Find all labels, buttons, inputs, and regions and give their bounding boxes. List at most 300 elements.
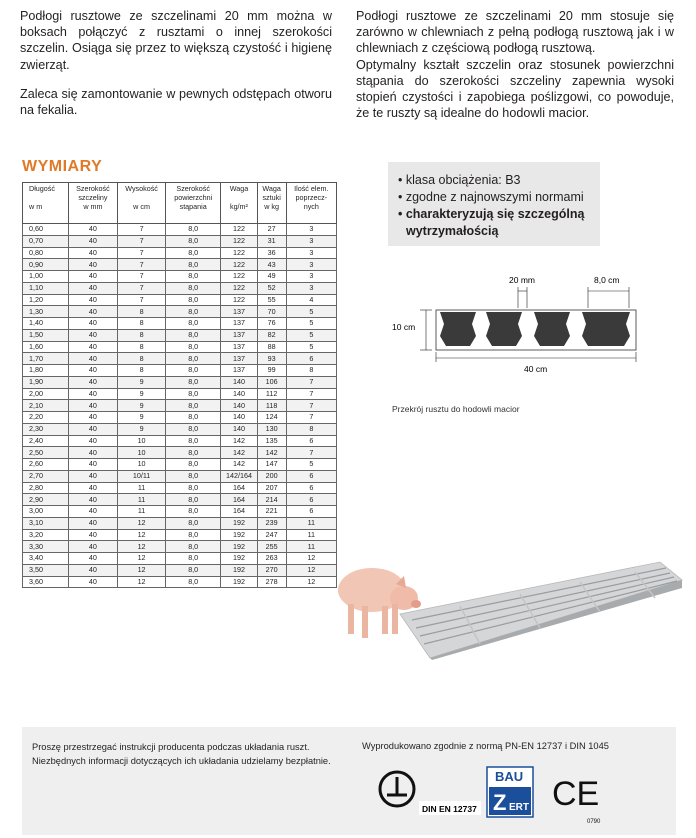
intro-left-column: [20, 8, 332, 131]
table-cell: 192: [221, 529, 257, 541]
table-cell: 8,0: [166, 247, 221, 259]
table-cell: 207: [257, 482, 286, 494]
table-cell: 142: [257, 447, 286, 459]
table-cell: 40: [68, 459, 117, 471]
table-cell: 3,50: [23, 564, 69, 576]
table-row: [23, 259, 337, 271]
table-cell: 40: [68, 318, 117, 330]
intro-right-paragraph-1: Podłogi rusztowe ze szczelinami 20 mm stosuje się zarówno w chlewniach z pełną podłogą rusztową jak i w chlewniach z częściową podłogą rusztową.: [356, 9, 674, 56]
grid-bar-3: [534, 312, 570, 346]
table-cell: 8: [118, 353, 166, 365]
table-cell: 93: [257, 353, 286, 365]
table-row: [23, 470, 337, 482]
header-line: kg/m²: [229, 202, 248, 211]
table-row: [23, 541, 337, 553]
table-row: [23, 412, 337, 424]
table-cell: 8: [286, 423, 336, 435]
table-cell: 40: [68, 376, 117, 388]
table-cell: 2,90: [23, 494, 69, 506]
feature-norms: • zgodne z najnowszymi normami: [398, 190, 584, 204]
table-cell: 40: [68, 329, 117, 341]
table-cell: 122: [221, 294, 257, 306]
bauzert-logo: [487, 767, 533, 817]
table-cell: 9: [118, 376, 166, 388]
table-cell: 52: [257, 282, 286, 294]
table-row: [23, 341, 337, 353]
table-cell: 0,90: [23, 259, 69, 271]
table-cell: 140: [221, 388, 257, 400]
table-cell: 8,0: [166, 459, 221, 471]
table-row: [23, 282, 337, 294]
table-cell: 6: [286, 506, 336, 518]
table-cell: 164: [221, 482, 257, 494]
table-cell: 5: [286, 329, 336, 341]
table-cell: 1,00: [23, 271, 69, 283]
table-cell: 8,0: [166, 400, 221, 412]
table-cell: 8,0: [166, 353, 221, 365]
slot-width-label: 20 mm: [509, 275, 535, 285]
table-cell: 70: [257, 306, 286, 318]
table-cell: 7: [118, 235, 166, 247]
table-cell: 112: [257, 388, 286, 400]
table-cell: 8,0: [166, 224, 221, 236]
table-row: [23, 447, 337, 459]
table-row: [23, 506, 337, 518]
din-logo: [380, 772, 481, 815]
table-cell: 10: [118, 435, 166, 447]
table-cell: 12: [286, 553, 336, 565]
table-cell: 278: [257, 576, 286, 588]
table-cell: 2,60: [23, 459, 69, 471]
table-cell: 6: [286, 435, 336, 447]
table-cell: 40: [68, 259, 117, 271]
table-cell: 8,0: [166, 259, 221, 271]
table-cell: 9: [118, 412, 166, 424]
table-cell: 137: [221, 341, 257, 353]
table-cell: 3,00: [23, 506, 69, 518]
header-line: szczeliny: [78, 193, 108, 202]
table-cell: 8,0: [166, 506, 221, 518]
table-cell: 8,0: [166, 564, 221, 576]
table-cell: 192: [221, 541, 257, 553]
table-cell: 12: [118, 541, 166, 553]
cross-section-diagram: [384, 270, 654, 390]
table-cell: 0,60: [23, 224, 69, 236]
table-cell: 9: [118, 400, 166, 412]
table-cell: 40: [68, 470, 117, 482]
table-cell: 164: [221, 494, 257, 506]
intro-right-paragraph-2: Optymalny kształt szczelin oraz stosunek powierzchni stąpania do szerokości szczeliny zapewnia wysoki stopień czystości i zapobiega poślizgowi, co powoduje, że te ruszty są idealne do hodowli macior.: [356, 57, 674, 121]
table-cell: 8,0: [166, 306, 221, 318]
table-cell: 2,70: [23, 470, 69, 482]
table-cell: 12: [118, 553, 166, 565]
table-cell: 12: [118, 564, 166, 576]
width-label: 40 cm: [524, 364, 548, 374]
table-cell: 11: [118, 494, 166, 506]
table-cell: 40: [68, 553, 117, 565]
table-cell: 8,0: [166, 365, 221, 377]
table-cell: 7: [118, 224, 166, 236]
table-cell: 55: [257, 294, 286, 306]
table-cell: 8,0: [166, 541, 221, 553]
table-cell: 2,50: [23, 447, 69, 459]
table-cell: 7: [286, 376, 336, 388]
table-cell: 3: [286, 259, 336, 271]
features-box: [388, 162, 600, 246]
table-cell: 7: [118, 247, 166, 259]
table-cell: 8: [118, 365, 166, 377]
table-cell: 6: [286, 482, 336, 494]
table-cell: 122: [221, 235, 257, 247]
table-cell: 40: [68, 306, 117, 318]
table-cell: 239: [257, 517, 286, 529]
table-cell: 8: [118, 306, 166, 318]
table-cell: 40: [68, 494, 117, 506]
pig-and-floor-image: [330, 548, 688, 660]
header-line: w kg: [264, 202, 280, 211]
table-cell: 8,0: [166, 318, 221, 330]
table-row: [23, 388, 337, 400]
table-cell: 3: [286, 247, 336, 259]
table-cell: 11: [286, 517, 336, 529]
table-cell: 3,10: [23, 517, 69, 529]
table-cell: 6: [286, 470, 336, 482]
ce-logo: [552, 775, 601, 825]
table-cell: 40: [68, 353, 117, 365]
table-cell: 1,70: [23, 353, 69, 365]
header-line: [222, 193, 255, 202]
table-row: [23, 224, 337, 236]
table-cell: 124: [257, 412, 286, 424]
table-cell: 7: [118, 259, 166, 271]
table-cell: 130: [257, 423, 286, 435]
dimensions-table: [22, 182, 337, 588]
table-cell: 49: [257, 271, 286, 283]
table-cell: 10: [118, 459, 166, 471]
table-cell: 255: [257, 541, 286, 553]
header-line: w cm: [133, 202, 150, 211]
table-cell: 8,0: [166, 529, 221, 541]
table-cell: 8,0: [166, 576, 221, 588]
table-cell: 0,80: [23, 247, 69, 259]
table-cell: 118: [257, 400, 286, 412]
table-cell: 31: [257, 235, 286, 247]
bauzert-z-text: Z: [493, 790, 507, 815]
header-line: w mm: [83, 202, 103, 211]
table-cell: 7: [118, 282, 166, 294]
table-cell: 1,10: [23, 282, 69, 294]
section-title: WYMIARY: [22, 158, 103, 175]
header-line: Waga: [229, 184, 249, 193]
table-cell: 200: [257, 470, 286, 482]
table-cell: 8,0: [166, 235, 221, 247]
table-cell: 40: [68, 564, 117, 576]
table-cell: 8,0: [166, 294, 221, 306]
header-line: powierzchni: [174, 193, 213, 202]
table-cell: 3,60: [23, 576, 69, 588]
table-cell: 3: [286, 271, 336, 283]
diagram-caption: Przekrój rusztu do hodowli macior: [392, 404, 520, 414]
table-row: [23, 482, 337, 494]
table-cell: 12: [118, 576, 166, 588]
table-cell: 5: [286, 306, 336, 318]
table-cell: 12: [286, 576, 336, 588]
table-cell: 10/11: [118, 470, 166, 482]
table-cell: 7: [286, 412, 336, 424]
table-header-cell: [23, 183, 69, 224]
table-cell: 137: [221, 318, 257, 330]
table-cell: 2,80: [23, 482, 69, 494]
table-cell: 5: [286, 318, 336, 330]
table-cell: 8,0: [166, 494, 221, 506]
table-cell: 142: [221, 447, 257, 459]
table-row: [23, 353, 337, 365]
table-cell: 2,30: [23, 423, 69, 435]
table-cell: 40: [68, 541, 117, 553]
intro-left-paragraph-2: Zaleca się zamontowanie w pewnych odstępach otworu na fekalia.: [20, 86, 332, 118]
table-cell: 140: [221, 412, 257, 424]
table-cell: 43: [257, 259, 286, 271]
grid-bars: [440, 312, 630, 346]
table-cell: 76: [257, 318, 286, 330]
table-cell: 9: [118, 423, 166, 435]
table-cell: 40: [68, 235, 117, 247]
footer-left-text: Proszę przestrzegać instrukcji producenta podczas układania ruszt. Niezbędnych informacji dotyczących ich układania udzielamy bezpłatnie.: [32, 742, 331, 766]
table-row: [23, 459, 337, 471]
table-header-cell: [118, 183, 166, 224]
header-line: nych: [303, 202, 319, 211]
table-cell: 135: [257, 435, 286, 447]
table-row: [23, 564, 337, 576]
table-cell: 137: [221, 329, 257, 341]
table-cell: 40: [68, 423, 117, 435]
table-row: [23, 423, 337, 435]
table-row: [23, 517, 337, 529]
table-row: [23, 494, 337, 506]
table-cell: 6: [286, 494, 336, 506]
table-cell: 11: [286, 541, 336, 553]
table-cell: 122: [221, 224, 257, 236]
table-cell: 7: [118, 294, 166, 306]
header-line: Szerokość: [176, 184, 210, 193]
table-cell: 8,0: [166, 329, 221, 341]
table-cell: 1,90: [23, 376, 69, 388]
table-cell: 40: [68, 224, 117, 236]
table-row: [23, 271, 337, 283]
header-line: stąpania: [179, 202, 207, 211]
table-cell: 192: [221, 564, 257, 576]
table-header-cell: [68, 183, 117, 224]
table-cell: 40: [68, 576, 117, 588]
table-cell: 8,0: [166, 412, 221, 424]
table-cell: 99: [257, 365, 286, 377]
feature-strength: • charakteryzują się szczególną: [398, 207, 585, 221]
table-cell: 27: [257, 224, 286, 236]
table-cell: 2,10: [23, 400, 69, 412]
tread-width-label: 8,0 cm: [594, 275, 620, 285]
table-cell: 3: [286, 282, 336, 294]
table-cell: 8: [118, 341, 166, 353]
table-cell: 7: [286, 388, 336, 400]
table-cell: 1,20: [23, 294, 69, 306]
grid-bar-1: [440, 312, 476, 346]
table-cell: 40: [68, 294, 117, 306]
pig-figure: [338, 568, 421, 638]
grid-bar-2: [486, 312, 522, 346]
table-row: [23, 365, 337, 377]
bauzert-top-text: BAU: [495, 769, 524, 784]
table-row: [23, 294, 337, 306]
header-line: w m: [29, 202, 43, 211]
table-row: [23, 435, 337, 447]
table-cell: 7: [286, 447, 336, 459]
table-cell: 40: [68, 365, 117, 377]
table-cell: 140: [221, 376, 257, 388]
table-cell: 164: [221, 506, 257, 518]
table-cell: 1,60: [23, 341, 69, 353]
table-cell: 1,30: [23, 306, 69, 318]
table-cell: 3,30: [23, 541, 69, 553]
table-cell: 40: [68, 282, 117, 294]
table-cell: 2,40: [23, 435, 69, 447]
table-cell: 106: [257, 376, 286, 388]
table-cell: 270: [257, 564, 286, 576]
table-cell: 192: [221, 553, 257, 565]
table-cell: 142/164: [221, 470, 257, 482]
floor-surface: [400, 562, 682, 658]
table-cell: 10: [118, 447, 166, 459]
table-cell: 8,0: [166, 482, 221, 494]
intro-left-paragraph-1: Podłogi rusztowe ze szczelinami 20 mm można w boksach połączyć z rusztami o innej szerokości szczelin. Osiąga się przez to większą czystość i higienę zwierząt.: [20, 9, 332, 72]
grid-bar-4: [582, 312, 630, 346]
table-cell: 82: [257, 329, 286, 341]
table-cell: 6: [286, 353, 336, 365]
table-row: [23, 529, 337, 541]
header-line: Długość: [29, 184, 55, 193]
table-row: [23, 235, 337, 247]
table-cell: 247: [257, 529, 286, 541]
table-cell: 3,20: [23, 529, 69, 541]
table-cell: 8: [118, 318, 166, 330]
table-cell: 8,0: [166, 271, 221, 283]
footer-right-text: Wyprodukowano zgodnie z normą PN-EN 12737 i DIN 1045: [362, 741, 609, 751]
table-cell: 8: [286, 365, 336, 377]
table-header-cell: [257, 183, 286, 224]
table-cell: 40: [68, 412, 117, 424]
table-cell: 8,0: [166, 282, 221, 294]
table-cell: 0,70: [23, 235, 69, 247]
height-label: 10 cm: [392, 322, 416, 332]
table-cell: 142: [221, 459, 257, 471]
table-cell: 221: [257, 506, 286, 518]
table-cell: 3,40: [23, 553, 69, 565]
table-cell: 8,0: [166, 517, 221, 529]
table-cell: 8,0: [166, 553, 221, 565]
table-cell: 8,0: [166, 376, 221, 388]
table-cell: 40: [68, 506, 117, 518]
table-cell: 137: [221, 353, 257, 365]
table-cell: 2,20: [23, 412, 69, 424]
table-cell: 40: [68, 271, 117, 283]
table-cell: 40: [68, 388, 117, 400]
table-cell: 2,00: [23, 388, 69, 400]
table-cell: 40: [68, 517, 117, 529]
footer-box: [22, 727, 676, 835]
bauzert-bottom-text: ERT: [509, 802, 529, 813]
table-row: [23, 318, 337, 330]
header-line: [29, 193, 67, 202]
table-cell: 3: [286, 224, 336, 236]
table-cell: 5: [286, 459, 336, 471]
table-cell: 7: [118, 271, 166, 283]
table-cell: 8,0: [166, 447, 221, 459]
table-cell: 1,80: [23, 365, 69, 377]
table-cell: 122: [221, 282, 257, 294]
header-line: Szerokość: [76, 184, 110, 193]
table-cell: 137: [221, 306, 257, 318]
table-cell: 40: [68, 435, 117, 447]
table-cell: 40: [68, 247, 117, 259]
table-cell: 122: [221, 271, 257, 283]
table-row: [23, 306, 337, 318]
table-cell: 122: [221, 247, 257, 259]
table-cell: 40: [68, 447, 117, 459]
table-cell: 8,0: [166, 341, 221, 353]
table-header-cell: [221, 183, 257, 224]
table-cell: 3: [286, 235, 336, 247]
table-cell: 192: [221, 517, 257, 529]
table-cell: 8,0: [166, 470, 221, 482]
table-cell: 11: [118, 506, 166, 518]
table-cell: 7: [286, 400, 336, 412]
table-cell: 8: [118, 329, 166, 341]
table-cell: 11: [118, 482, 166, 494]
table-cell: 5: [286, 341, 336, 353]
table-row: [23, 400, 337, 412]
table-cell: 140: [221, 400, 257, 412]
table-cell: 12: [118, 517, 166, 529]
table-cell: 192: [221, 576, 257, 588]
table-row: [23, 376, 337, 388]
table-cell: 1,50: [23, 329, 69, 341]
table-cell: 36: [257, 247, 286, 259]
table-cell: 8,0: [166, 388, 221, 400]
table-cell: 122: [221, 259, 257, 271]
table-cell: 88: [257, 341, 286, 353]
feature-strength-cont: wytrzymałością: [406, 224, 499, 238]
feature-load-class: • klasa obciążenia: B3: [398, 173, 521, 187]
table-row: [23, 329, 337, 341]
table-row: [23, 576, 337, 588]
header-line: Ilość elem.: [294, 184, 329, 193]
table-header-cell: [286, 183, 336, 224]
table-cell: 263: [257, 553, 286, 565]
table-cell: 8,0: [166, 435, 221, 447]
table-cell: 12: [286, 564, 336, 576]
table-cell: 4: [286, 294, 336, 306]
table-cell: 40: [68, 341, 117, 353]
table-cell: 137: [221, 365, 257, 377]
table-cell: 142: [221, 435, 257, 447]
table-cell: 8,0: [166, 423, 221, 435]
table-cell: 12: [118, 529, 166, 541]
table-cell: 11: [286, 529, 336, 541]
table-row: [23, 247, 337, 259]
header-line: Waga: [262, 184, 281, 193]
table-cell: 1,40: [23, 318, 69, 330]
certification-logos: [367, 765, 672, 831]
intro-right-column: [356, 8, 674, 121]
